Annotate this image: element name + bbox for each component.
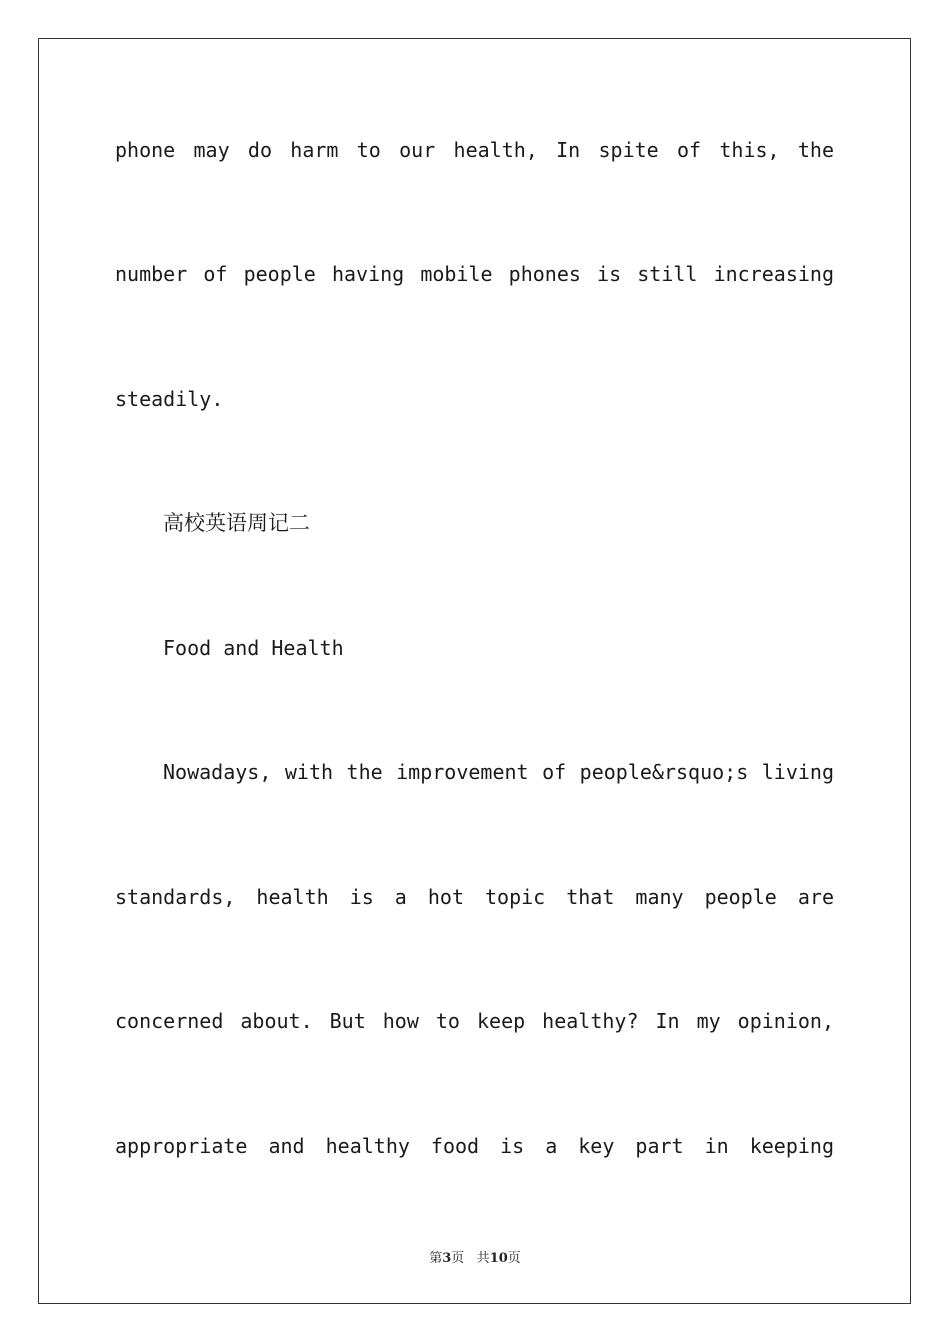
- essay-title: Food and Health: [163, 636, 344, 660]
- body-line-2: number of people having mobile phones is still increasing: [115, 262, 834, 286]
- page-border: [38, 38, 911, 1304]
- body-line-7: standards, health is a hot topic that many people are: [115, 885, 834, 909]
- footer-page-suffix: 页: [451, 1251, 465, 1266]
- body-line-1: phone may do harm to our health, In spite of this, the: [115, 138, 834, 162]
- body-line-9: appropriate and healthy food is a key part in keeping: [115, 1134, 834, 1158]
- body-line-6: Nowadays, with the improvement of people&rsquo;s living: [163, 760, 834, 784]
- section-heading: 高校英语周记二: [163, 511, 310, 535]
- footer-total-pages: 10: [489, 1251, 508, 1266]
- footer-page-number: 3: [442, 1251, 452, 1266]
- body-line-3: steadily.: [115, 387, 224, 411]
- footer-total-suffix: 页: [507, 1251, 521, 1266]
- page-footer: [0, 1247, 950, 1266]
- footer-prefix: 第: [429, 1251, 443, 1266]
- footer-total-prefix: 共: [476, 1251, 490, 1266]
- body-line-8: concerned about. But how to keep healthy? In my opinion,: [115, 1009, 834, 1033]
